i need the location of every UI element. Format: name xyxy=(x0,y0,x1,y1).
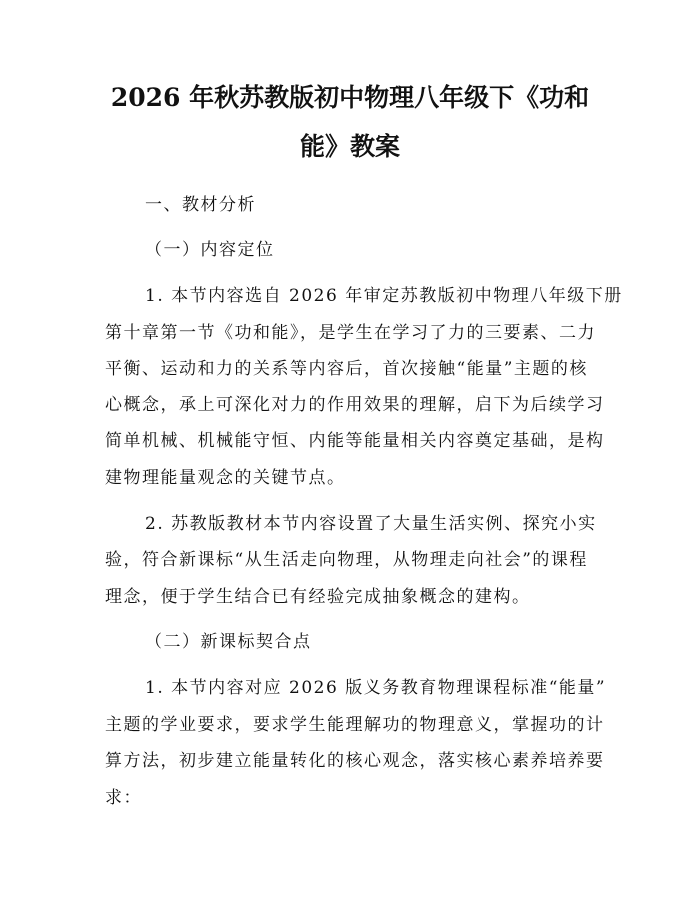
paragraph-3-line-1: 1. 本节内容对应 2026 版义务教育物理课程标准“能量” xyxy=(145,678,607,698)
document-title-line-2: 能》教案 xyxy=(299,132,400,161)
paragraph-2-line-3: 理念，便于学生结合已有经验完成抽象概念的建构。 xyxy=(105,587,531,607)
section-heading-textbook-analysis: 一、教材分析 xyxy=(145,195,256,215)
paragraph-1-line-5: 简单机械、机械能守恒、内能等能量相关内容奠定基础，是构 xyxy=(105,431,605,451)
paragraph-3-line-3: 算方法，初步建立能量转化的核心观念，落实核心素养培养要 xyxy=(105,751,605,771)
paragraph-1-line-1: 1. 本节内容选自 2026 年审定苏教版初中物理八年级下册 xyxy=(145,286,623,306)
subheading-content-positioning: （一）内容定位 xyxy=(145,240,275,260)
paragraph-1-line-3: 平衡、运动和力的关系等内容后，首次接触“能量”主题的核 xyxy=(105,359,588,379)
paragraph-2-line-2: 验，符合新课标“从生活走向物理，从物理走向社会”的课程 xyxy=(105,550,588,570)
paragraph-1-line-6: 建物理能量观念的关键节点。 xyxy=(105,468,346,488)
document-title-line-1: 2026 年秋苏教版初中物理八年级下《功和 xyxy=(110,83,590,112)
subheading-curriculum-alignment: （二）新课标契合点 xyxy=(145,632,312,652)
paragraph-3-line-2: 主题的学业要求，要求学生能理解功的物理意义，掌握功的计 xyxy=(105,715,605,735)
paragraph-1-line-4: 心概念，承上可深化对力的作用效果的理解，启下为后续学习 xyxy=(105,395,605,415)
paragraph-2-line-1: 2. 苏教版教材本节内容设置了大量生活实例、探究小实 xyxy=(145,514,597,534)
paragraph-3-line-4: 求： xyxy=(105,788,142,808)
paragraph-1-line-2: 第十章第一节《功和能》，是学生在学习了力的三要素、二力 xyxy=(105,323,596,343)
